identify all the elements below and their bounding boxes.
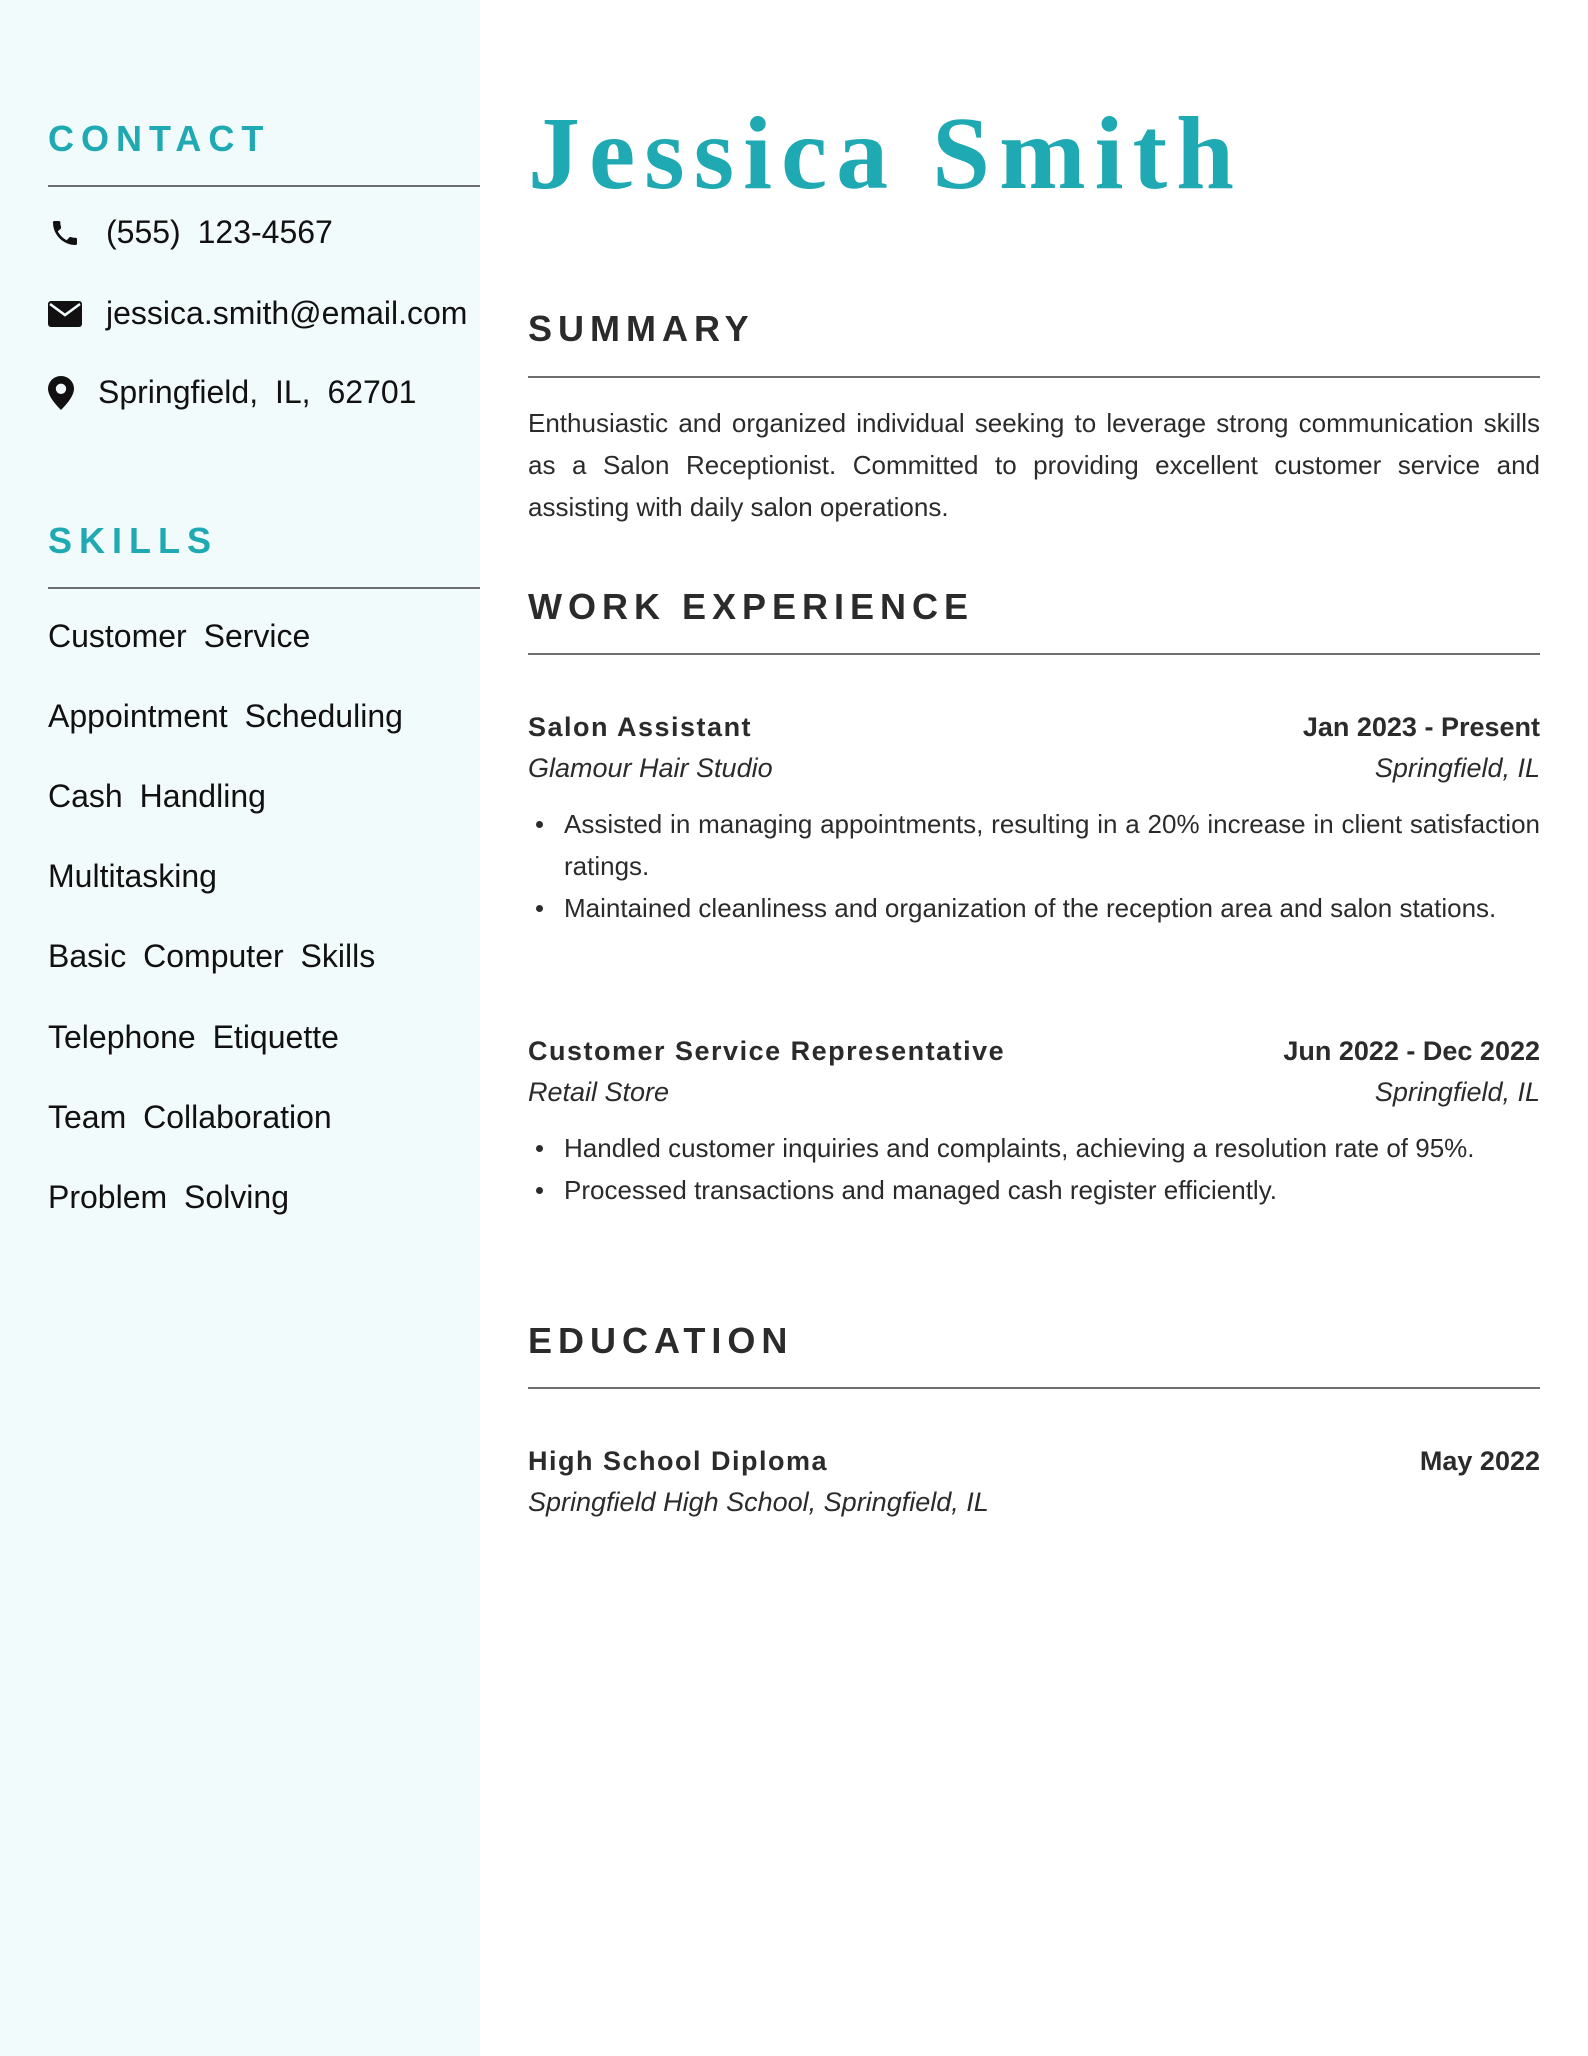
job-dates: Jun 2022 - Dec 2022 (1283, 1036, 1540, 1066)
contact-phone (48, 214, 333, 251)
summary-text: Enthusiastic and organized individual seeking to leverage strong communication skills as a Salon Receptionist. Committed to providing excellent customer service and assisting with daily salon operations. (528, 408, 1540, 522)
map-pin-icon (48, 375, 74, 411)
envelope-icon (48, 297, 82, 331)
job-location: Springfield, IL (1374, 753, 1540, 783)
candidate-name (528, 96, 1244, 211)
contact-heading: CONTACT (48, 118, 271, 159)
email-text[interactable]: jessica.smith@email.com (106, 295, 468, 331)
job-subheader (528, 1077, 1540, 1108)
job-bullet: Assisted in managing appointments, resulting in a 20% increase in client satisfaction ratings. (528, 803, 1540, 887)
education-header (528, 1446, 1540, 1477)
experience-divider (528, 653, 1540, 655)
experience-heading: WORK EXPERIENCE (528, 586, 975, 627)
first-name: Jessica (528, 96, 898, 211)
education-heading: EDUCATION (528, 1320, 794, 1361)
summary-heading: SUMMARY (528, 308, 755, 349)
contact-location (48, 374, 416, 411)
job-dates: Jan 2023 - Present (1302, 712, 1540, 742)
contact-email-clip (48, 290, 480, 340)
summary-divider (528, 376, 1540, 378)
job-subheader (528, 753, 1540, 784)
skill-item: Basic Computer Skills (48, 938, 376, 974)
last-name: Smith (932, 96, 1244, 211)
job-company: Glamour Hair Studio (528, 753, 773, 783)
contact-divider (48, 185, 480, 187)
school: Springfield High School, Springfield, IL (528, 1487, 989, 1517)
job-title: Customer Service Representative (528, 1036, 1006, 1066)
skill-item: Cash Handling (48, 778, 266, 814)
job-header (528, 712, 1540, 743)
job-bullets (528, 1127, 1540, 1211)
skills-heading: SKILLS (48, 520, 219, 561)
phone-icon (48, 216, 82, 250)
location-text: Springfield, IL, 62701 (98, 374, 417, 410)
contact-email (48, 295, 467, 332)
skill-item: Problem Solving (48, 1179, 289, 1215)
job-bullets (528, 803, 1540, 929)
skill-item: Multitasking (48, 858, 217, 894)
job-bullet: Processed transactions and managed cash register efficiently. (528, 1169, 1540, 1211)
job-bullet: Handled customer inquiries and complaints, achieving a resolution rate of 95%. (528, 1127, 1540, 1169)
job-location: Springfield, IL (1374, 1077, 1540, 1107)
degree: High School Diploma (528, 1446, 829, 1476)
skill-item: Customer Service (48, 618, 311, 654)
skill-item: Team Collaboration (48, 1099, 332, 1135)
job-header (528, 1036, 1540, 1067)
phone-text[interactable]: (555) 123-4567 (106, 214, 333, 250)
skills-divider (48, 587, 480, 589)
education-subheader (528, 1487, 1540, 1518)
skill-item: Telephone Etiquette (48, 1019, 339, 1055)
job-company: Retail Store (528, 1077, 670, 1107)
education-divider (528, 1387, 1540, 1389)
skill-item: Appointment Scheduling (48, 698, 403, 734)
job-title: Salon Assistant (528, 712, 753, 742)
job-bullet: Maintained cleanliness and organization of the reception area and salon stations. (528, 887, 1540, 929)
education-date: May 2022 (1419, 1446, 1540, 1476)
